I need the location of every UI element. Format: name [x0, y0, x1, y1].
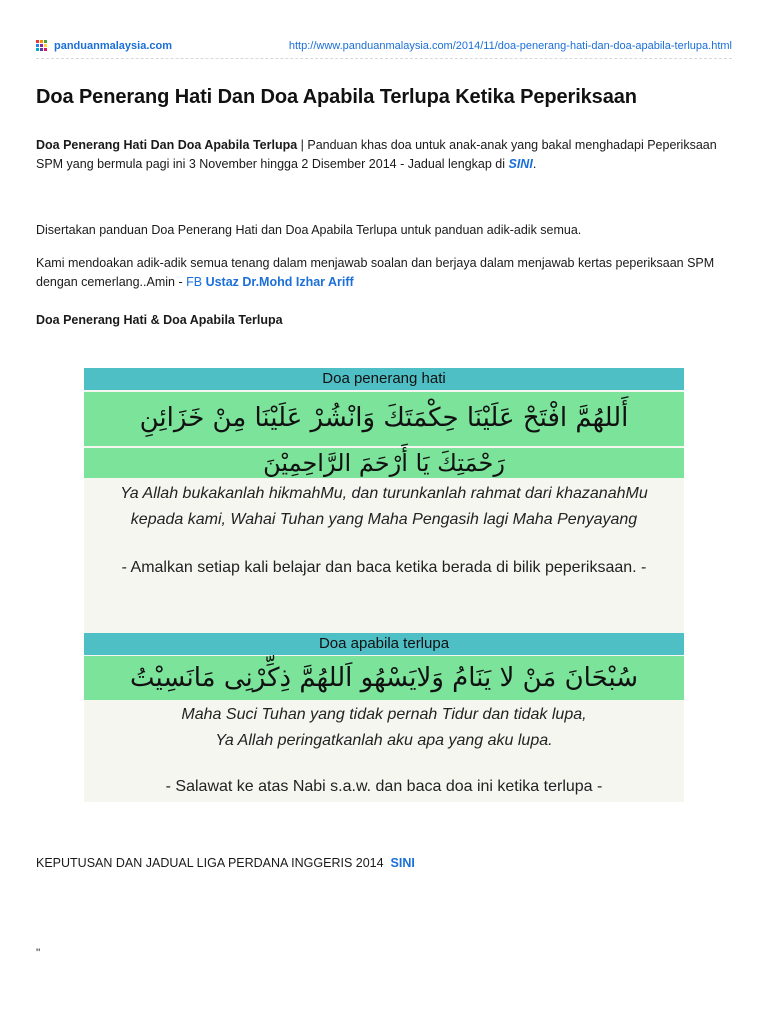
intro-bold-text: Doa Penerang Hati Dan Doa Apabila Terlupa: [36, 138, 298, 152]
doa-penerang-translation-line1: Ya Allah bukakanlah hikmahMu, dan turunkanlah rahmat dari khazanahMu: [120, 485, 648, 502]
paragraph-mendoakan: [36, 254, 726, 292]
site-header: [36, 36, 732, 56]
header-divider: [36, 58, 732, 59]
site-logo-icon: [36, 40, 48, 52]
doa-subheading: Doa Penerang Hati & Doa Apabila Terlupa: [36, 313, 283, 327]
intro-sini-link[interactable]: SINI: [508, 157, 533, 171]
doa-penerang-note: - Amalkan setiap kali belajar dan baca ketika berada di bilik peperiksaan. -: [121, 559, 647, 576]
liga-perdana-text: KEPUTUSAN DAN JADUAL LIGA PERDANA INGGERIS 2014: [36, 856, 384, 870]
doa-penerang-hati-header: Doa penerang hati: [84, 368, 684, 390]
logo-square: [40, 40, 43, 43]
logo-square: [36, 44, 39, 47]
logo-square: [40, 44, 43, 47]
logo-square: [44, 40, 47, 43]
intro-text: | Panduan khas doa untuk anak-anak yang bakal menghadapi Peperiksaan SPM yang bermula pagi ini 3 November hingga 2 Disember 2014 - Jadual lengkap di: [36, 138, 717, 171]
page-title: Doa Penerang Hati Dan Doa Apabila Terlupa Ketika Peperiksaan: [36, 86, 637, 108]
doa-terlupa-arabic: سُبْحَانَ مَنْ لا يَنَامُ وَلايَسْهُو اَللهُمَّ ذِكِّرْنِى مَانَسِيْتُ: [84, 656, 684, 700]
liga-sini-link[interactable]: SINI: [390, 856, 415, 870]
page-url-link[interactable]: http://www.panduanmalaysia.com/2014/11/doa-penerang-hati-dan-doa-apabila-terlupa.html: [288, 40, 732, 52]
fb-link[interactable]: FB: [186, 275, 203, 289]
logo-square: [36, 40, 39, 43]
doa-penerang-arabic-line1: أَللهُمَّ افْتَحْ عَلَيْنَا حِكْمَتَكَ وَانْشُرْ عَلَيْنَا مِنْ خَزَائِنِ: [84, 392, 684, 446]
site-name-link[interactable]: panduanmalaysia.com: [54, 40, 172, 52]
logo-square: [36, 48, 39, 51]
intro-end: .: [532, 157, 537, 171]
doa-penerang-arabic-line2: رَحْمَتِكَ يَا أَرْحَمَ الرَّاحِمِيْنَ: [84, 448, 684, 478]
doa-terlupa-translation-line1: Maha Suci Tuhan yang tidak pernah Tidur dan tidak lupa,: [181, 706, 587, 723]
doa-terlupa-header: Doa apabila terlupa: [84, 633, 684, 655]
logo-square: [44, 44, 47, 47]
logo-square: [44, 48, 47, 51]
doa-terlupa-translation-line2: Ya Allah peringatkanlah aku apa yang aku lupa.: [215, 732, 553, 749]
doa-terlupa-note: - Salawat ke atas Nabi s.a.w. dan baca doa ini ketika terlupa -: [165, 778, 603, 795]
trailing-quote-mark: ": [36, 946, 41, 960]
doa-image: [84, 368, 684, 802]
paragraph-disertakan: Disertakan panduan Doa Penerang Hati dan Doa Apabila Terlupa untuk panduan adik-adik semua.: [36, 223, 582, 237]
liga-perdana-line: [36, 856, 415, 870]
author-link[interactable]: Ustaz Dr.Mohd Izhar Ariff: [205, 275, 354, 289]
paragraph-mendoakan-text: Kami mendoakan adik-adik semua tenang dalam menjawab soalan dan berjaya dalam menjawab kertas peperiksaan SPM dengan cemerlang..Amin -: [36, 256, 715, 289]
logo-square: [40, 48, 43, 51]
intro-paragraph: [36, 136, 726, 174]
doa-penerang-translation-line2: kepada kami, Wahai Tuhan yang Maha Pengasih lagi Maha Penyayang: [130, 511, 638, 528]
